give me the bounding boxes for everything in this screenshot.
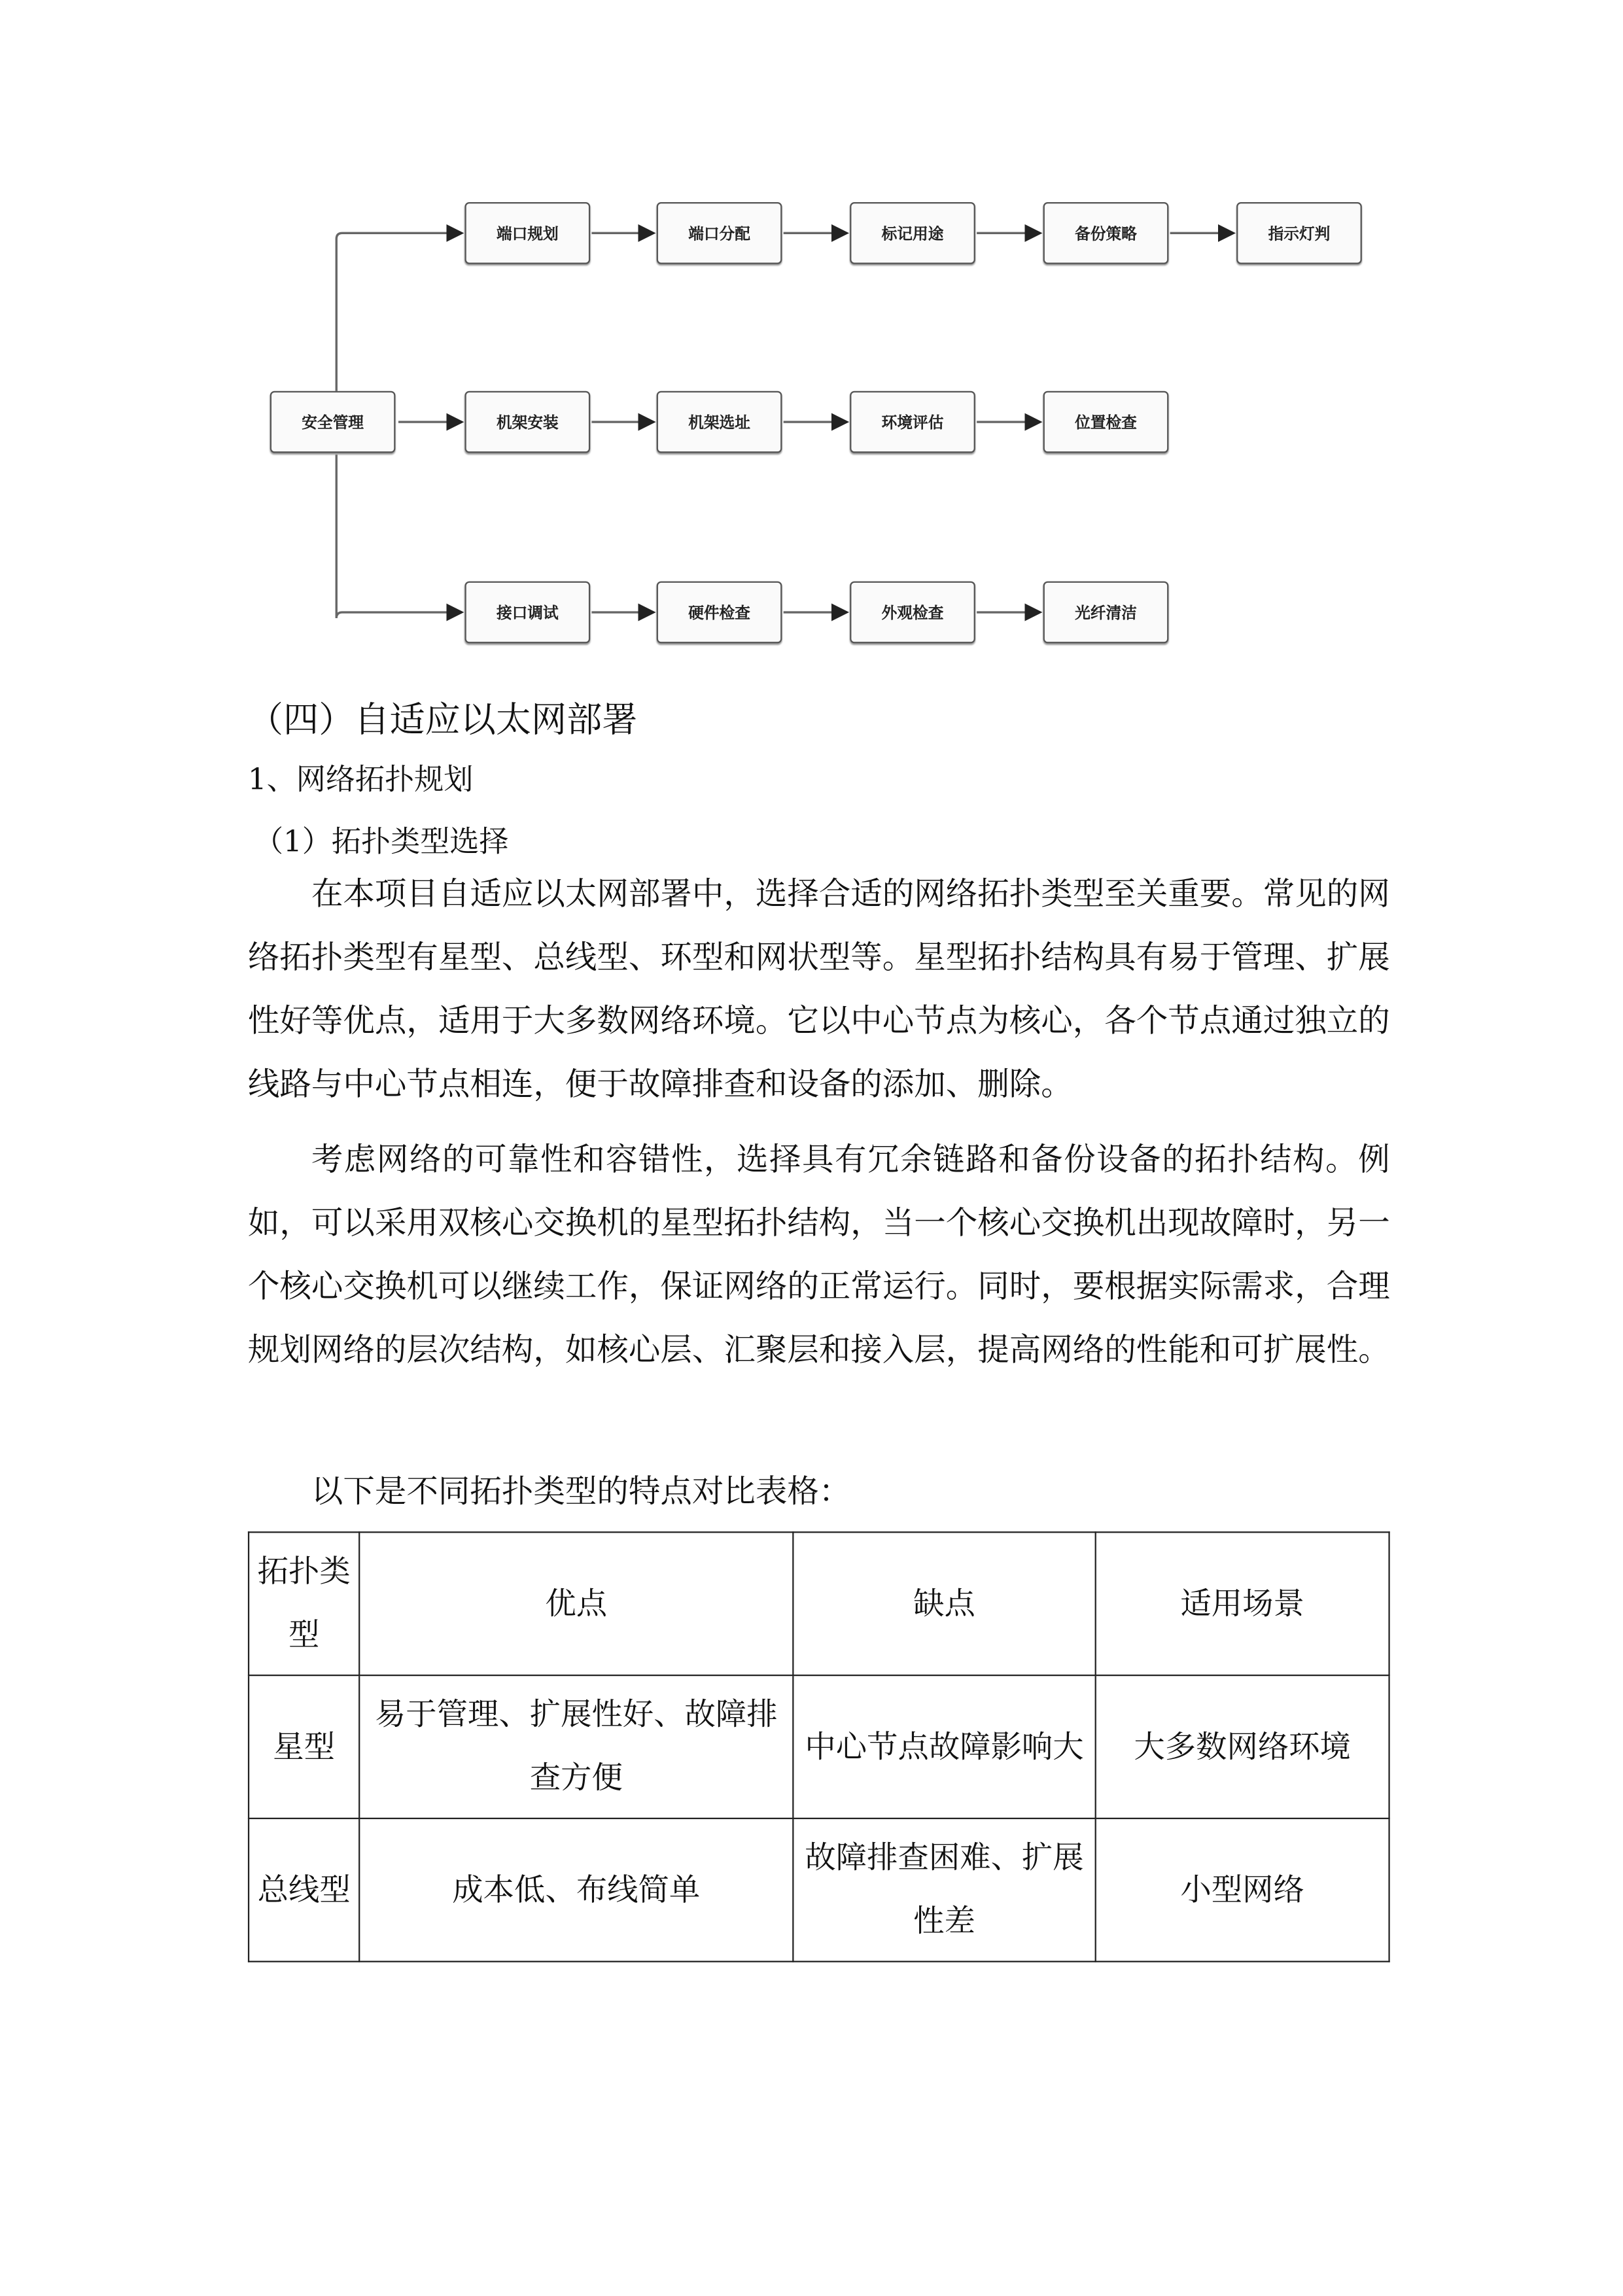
flow-node: 机架选址 <box>657 391 782 453</box>
table-header: 拓扑类型 <box>249 1532 359 1675</box>
table-header: 缺点 <box>793 1532 1095 1675</box>
table-cell: 大多数网络环境 <box>1096 1675 1389 1818</box>
table-row <box>249 1818 1389 1962</box>
flow-node: 端口分配 <box>657 202 782 264</box>
table-row <box>249 1675 1389 1818</box>
table-cell: 总线型 <box>249 1818 359 1962</box>
flow-node: 备份策略 <box>1043 202 1169 264</box>
subsection-title: 1、网络拓扑规划 <box>247 761 474 797</box>
flow-arrow <box>336 233 462 391</box>
flow-node: 位置检查 <box>1043 391 1169 453</box>
flow-node: 指示灯判 <box>1236 202 1362 264</box>
table-cell: 故障排查困难、扩展性差 <box>793 1818 1095 1962</box>
table-cell: 易于管理、扩展性好、故障排查方便 <box>359 1675 793 1818</box>
subsubsection-title: （1）拓扑类型选择 <box>253 823 509 859</box>
topology-comparison-table <box>248 1531 1390 1962</box>
flow-node: 端口规划 <box>464 202 590 264</box>
flow-arrow <box>336 455 462 618</box>
table-header: 优点 <box>359 1532 793 1675</box>
flow-connectors <box>0 0 1623 679</box>
table-cell: 小型网络 <box>1096 1818 1389 1962</box>
paragraph: 以下是不同拓扑类型的特点对比表格： <box>311 1474 851 1511</box>
flow-node: 光纤清洁 <box>1043 582 1169 644</box>
flow-node-root: 安全管理 <box>270 391 396 453</box>
flow-node: 接口调试 <box>464 582 590 644</box>
table-cell: 中心节点故障影响大 <box>793 1675 1095 1818</box>
paragraph: 考虑网络的可靠性和容错性，选择具有冗余链路和备份设备的拓扑结构。例如，可以采用双核心交换机的星型拓扑结构，当一个核心交换机出现故障时，另一个核心交换机可以继续工作，保证网络的正常运行。同时，要根据实际需求，合理规划网络的层次结构，如核心层、汇聚层和接入层，提高网络的性能和可扩展性。 <box>247 1141 1390 1370</box>
flow-node: 标记用途 <box>850 202 975 264</box>
table-cell: 成本低、布线简单 <box>359 1818 793 1962</box>
paragraph: 在本项目自适应以太网部署中，选择合适的网络拓扑类型至关重要。常见的网络拓扑类型有星型、总线型、环型和网状型等。星型拓扑结构具有易于管理、扩展性好等优点，适用于大多数网络环境。它以中心节点为核心，各个节点通过独立的线路与中心节点相连，便于故障排查和设备的添加、删除。 <box>247 876 1390 1104</box>
flow-node: 环境评估 <box>850 391 975 453</box>
flow-node: 机架安装 <box>464 391 590 453</box>
table-cell: 星型 <box>249 1675 359 1818</box>
section-title: （四）自适应以太网部署 <box>247 699 638 741</box>
table-header: 适用场景 <box>1096 1532 1389 1675</box>
flow-node: 硬件检查 <box>657 582 782 644</box>
table-header-row <box>249 1532 1389 1675</box>
flow-node: 外观检查 <box>850 582 975 644</box>
